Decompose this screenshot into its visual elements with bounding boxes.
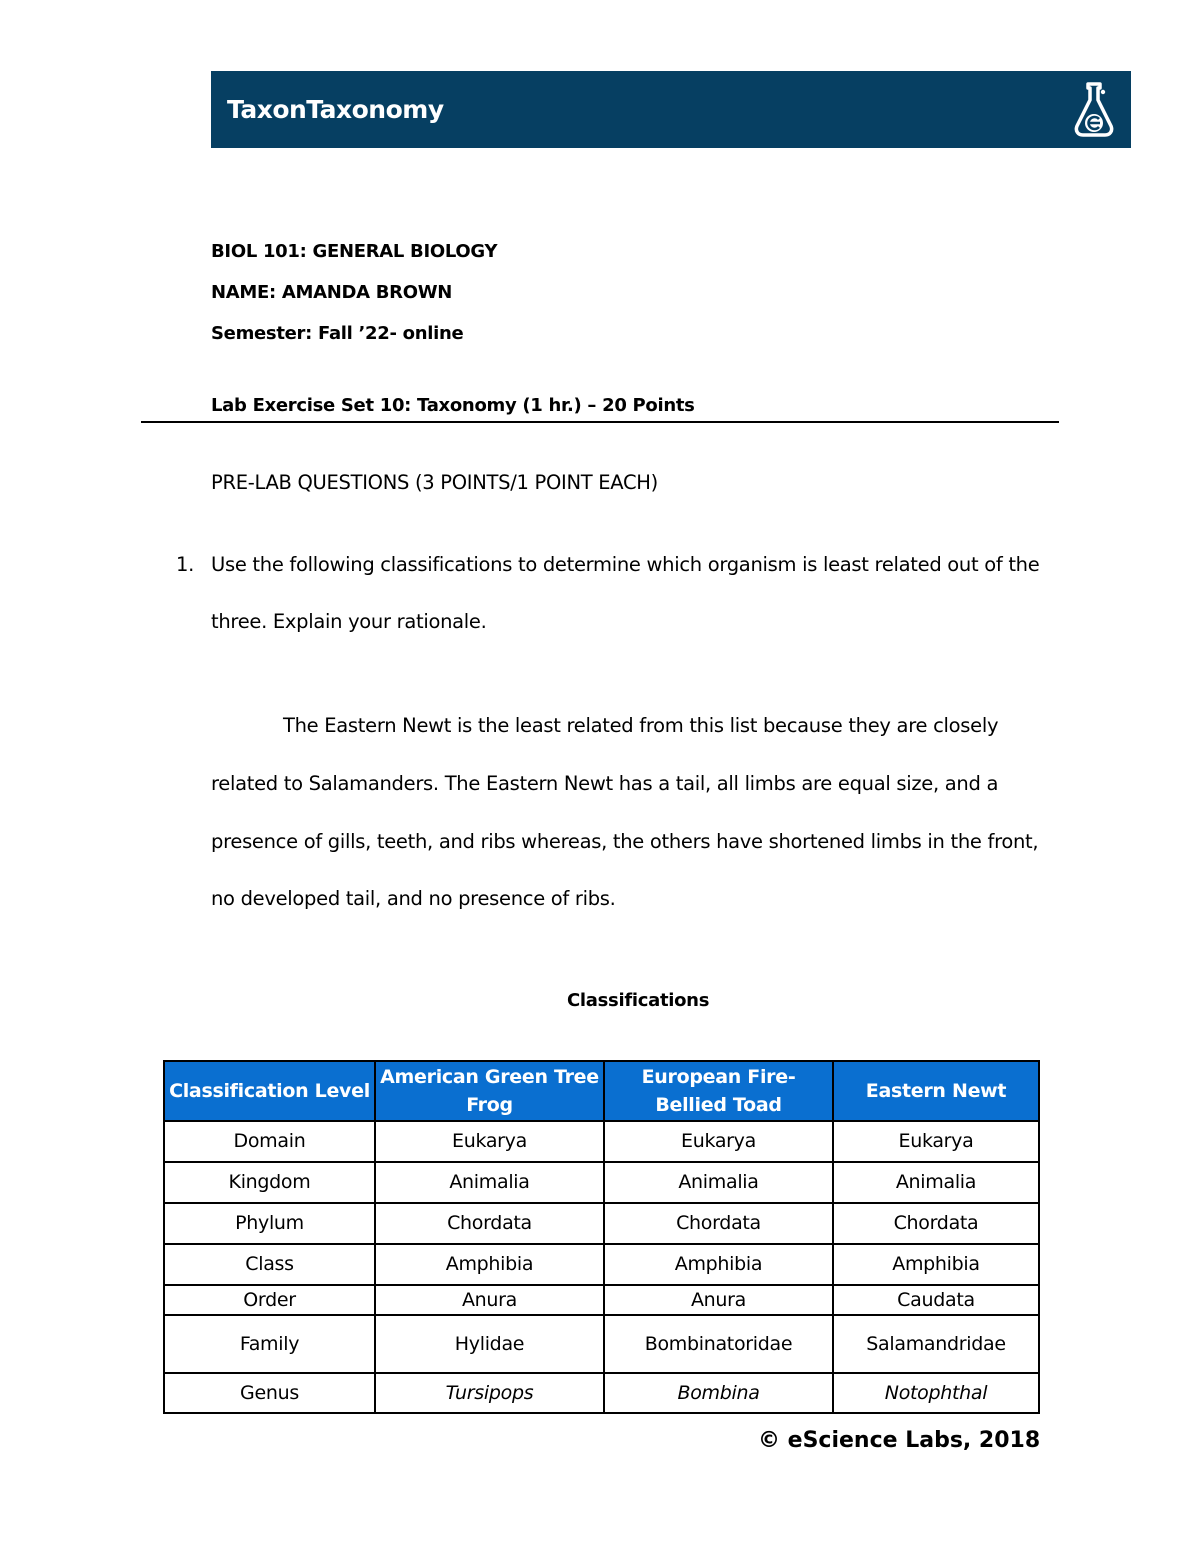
table-cell: Amphibia — [375, 1244, 604, 1285]
table-cell: Bombina — [604, 1373, 833, 1413]
table-cell: Chordata — [604, 1203, 833, 1244]
question-text-line2: three. Explain your rationale. — [211, 610, 487, 633]
table-row — [164, 1373, 1039, 1413]
table-cell: Amphibia — [604, 1244, 833, 1285]
table-cell: Phylum — [164, 1203, 375, 1244]
table-row — [164, 1203, 1039, 1244]
student-name: NAME: AMANDA BROWN — [211, 282, 453, 303]
table-cell: Chordata — [375, 1203, 604, 1244]
table-cell: Animalia — [833, 1162, 1039, 1203]
table-cell: Order — [164, 1285, 375, 1315]
question-number: 1. — [176, 553, 195, 576]
table-cell: Animalia — [604, 1162, 833, 1203]
table-cell: Family — [164, 1315, 375, 1373]
table-cell: Animalia — [375, 1162, 604, 1203]
table-cell: Chordata — [833, 1203, 1039, 1244]
table-cell: Caudata — [833, 1285, 1039, 1315]
table-cell: Anura — [375, 1285, 604, 1315]
table-cell: Domain — [164, 1121, 375, 1162]
course-title: BIOL 101: GENERAL BIOLOGY — [211, 241, 498, 262]
answer-line3: presence of gills, teeth, and ribs whereas, the others have shortened limbs in the front, — [211, 830, 1039, 853]
table-row — [164, 1244, 1039, 1285]
table-cell: Anura — [604, 1285, 833, 1315]
classification-table — [163, 1060, 1040, 1414]
lab-title: Lab Exercise Set 10: Taxonomy (1 hr.) – 20 Points — [211, 395, 695, 416]
header-cell: European Fire-Bellied Toad — [604, 1061, 833, 1121]
table-row — [164, 1285, 1039, 1315]
header-cell: Eastern Newt — [833, 1061, 1039, 1121]
table-row — [164, 1162, 1039, 1203]
flask-e-logo-icon — [1071, 80, 1117, 138]
table-cell: Salamandridae — [833, 1315, 1039, 1373]
divider — [141, 421, 1059, 423]
table-cell: Notophthal — [833, 1373, 1039, 1413]
header-banner — [211, 71, 1131, 148]
answer-line1: The Eastern Newt is the least related from this list because they are closely — [283, 714, 999, 737]
semester: Semester: Fall ’22- online — [211, 323, 464, 344]
table-cell: Genus — [164, 1373, 375, 1413]
copyright: © eScience Labs, 2018 — [758, 1428, 1041, 1453]
banner-title: TaxonTaxonomy — [227, 95, 444, 124]
table-cell: Bombinatoridae — [604, 1315, 833, 1373]
table-row — [164, 1121, 1039, 1162]
table-cell: Amphibia — [833, 1244, 1039, 1285]
table-caption: Classifications — [567, 990, 710, 1011]
table-cell: Eukarya — [833, 1121, 1039, 1162]
prelab-heading: PRE-LAB QUESTIONS (3 POINTS/1 POINT EACH) — [211, 471, 658, 494]
answer-line4: no developed tail, and no presence of ribs. — [211, 887, 616, 910]
table-cell: Kingdom — [164, 1162, 375, 1203]
table-row — [164, 1315, 1039, 1373]
table-cell: Eukarya — [604, 1121, 833, 1162]
table-cell: Class — [164, 1244, 375, 1285]
header-cell: American Green Tree Frog — [375, 1061, 604, 1121]
table-cell: Eukarya — [375, 1121, 604, 1162]
table-cell: Hylidae — [375, 1315, 604, 1373]
table-header-row — [164, 1061, 1039, 1121]
table-cell: Tursipops — [375, 1373, 604, 1413]
question-text-line1: Use the following classifications to determine which organism is least related out of the — [211, 553, 1040, 576]
answer-line2: related to Salamanders. The Eastern Newt has a tail, all limbs are equal size, and a — [211, 772, 999, 795]
header-cell: Classification Level — [164, 1061, 375, 1121]
